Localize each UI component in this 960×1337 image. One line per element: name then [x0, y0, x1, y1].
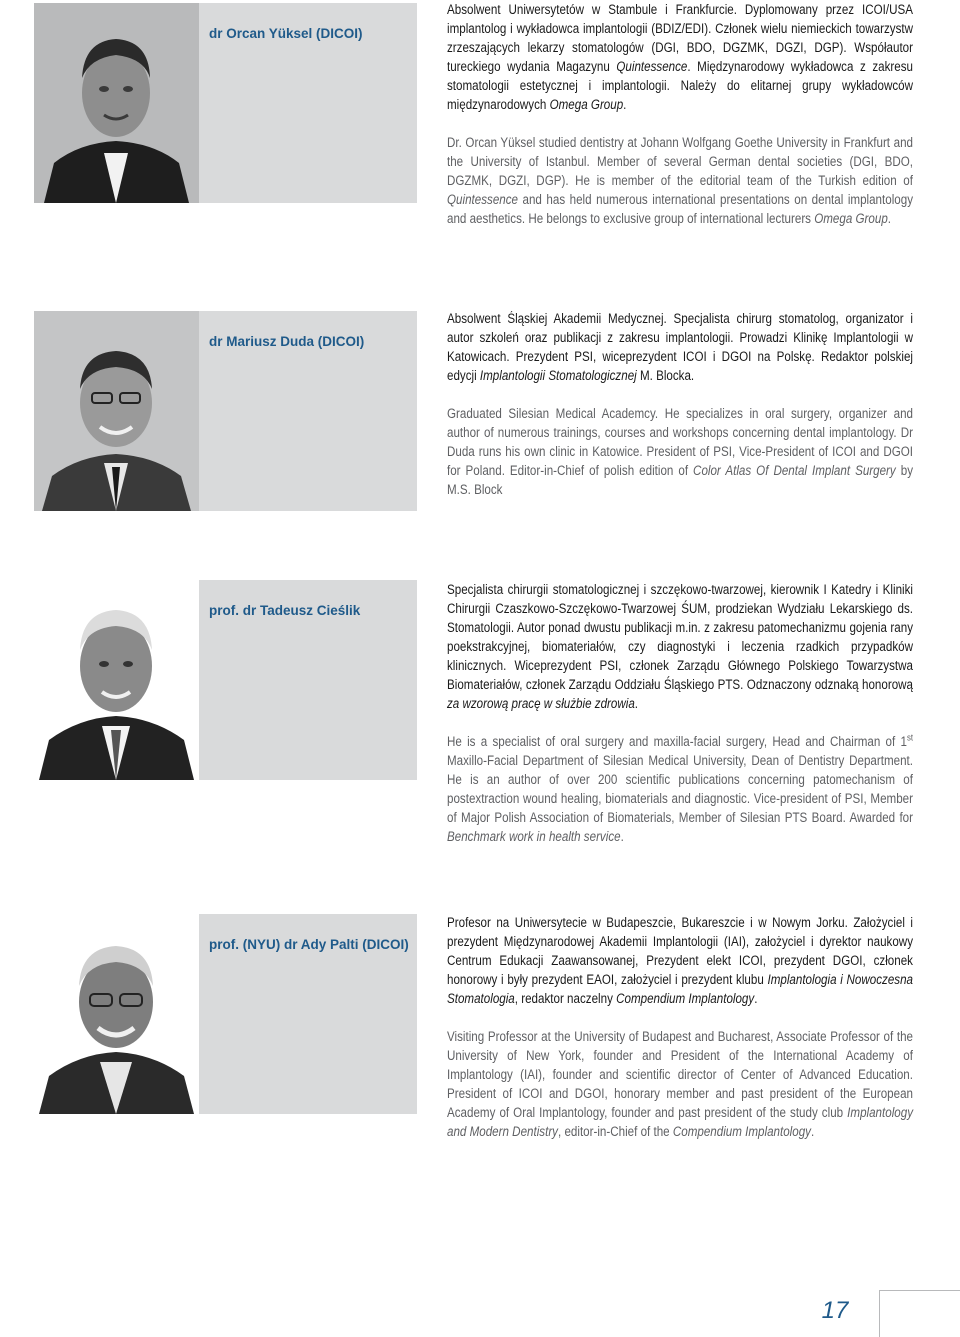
text-run: Maxillo-Facial Department of Silesian Medical University, Dean of Dentistry Department. He is an author of over 200 scientific publications concerning patomechanism of postextraction wound healing, biomaterials and diagnostic. Vice-president of PSI, Member of Major Polish Association of Biomaterials, Member of Silesian PTS Board. Awarded for — [447, 753, 913, 825]
text-run: Benchmark work in health service — [447, 829, 621, 844]
person-name: dr Orcan Yüksel (DICOI) — [209, 26, 363, 41]
bio-english — [447, 732, 913, 846]
profile-panel — [34, 311, 417, 511]
portrait-photo — [34, 3, 199, 203]
text-run: by M.S. Block — [447, 463, 913, 497]
text-run: Omega Group — [814, 211, 888, 226]
bio-text — [447, 580, 913, 846]
text-run: Quintessence — [447, 192, 519, 207]
bio-polish — [447, 580, 913, 713]
bio-english — [447, 404, 913, 499]
text-run: Visiting Professor at the University of Budapest and Bucharest, Associate Professor of the University of New York, founder and President of the International Academy of Implantology (IAI), founder and scientific director of Center of Advanced Education. President of ICOI and DGOI, honorary member and past president of the European Academy of Oral Implantology, founder and past president of the study club — [447, 1029, 913, 1120]
person-name: prof. dr Tadeusz Cieślik — [209, 603, 361, 618]
bio-english — [447, 1027, 913, 1141]
person-name: dr Mariusz Duda (DICOI) — [209, 334, 365, 349]
text-run: Absolwent Uniwersytetów w Stambule i Frankfurcie. Dyplomowany przez ICOI/USA implantolog i wykładowca implantologii (BDIZ/EDI). Członek wielu niemieckich towarzystw zrzeszających lekarzy stomatologów (DGI, BDO, DGZMK, DGZI, DGP). Współautor tureckiego wydania Magazynu — [447, 2, 913, 74]
page-number: 17 — [821, 1297, 849, 1324]
text-run: Implantologia i Nowoczesna Stomatologia — [447, 972, 913, 1006]
text-run: Specjalista chirurgii stomatologicznej i szczękowo-twarzowej, kierownik I Katedry i Kliniki Chirurgii Czaszkowo-Szczękowo-Twarzowej ŚUM, prodziekan Wydziału Lekarskiego ds. Stomatologii. Autor ponad dwustu publikacji m.in. z zakresu patomechanizmu gojenia rany poekstrakcyjnej, biomateriałów, czy diagnostyki i leczenia rzadkich przypadków klinicznych. Wiceprezydent PSI, członek Zarządu Głównego Polskiego Towarzystwa Biomateriałów, członek Zarządu Oddziału Śląskiego PTS. Odznaczony odznaką honorową — [447, 582, 913, 692]
text-run: st — [906, 732, 913, 743]
text-run: . — [754, 991, 758, 1006]
text-run: He is a specialist of oral surgery and maxilla-facial surgery, Head and Chairman of 1 — [447, 734, 907, 749]
bio-text — [447, 0, 913, 228]
text-run: Profesor na Uniwersytecie w Budapeszcie, Bukareszcie i w Nowym Jorku. Założyciel i prezydent Międzynarodowej Akademii Implantologii (IAI), założyciel i dyrektor naukowy Centrum Edukacji Zaawansowanej, Prezydent elekt ICOI, prezydent DGOI, członek honorowy i były prezydent EAOI, założyciel i prezydent klubu — [447, 915, 913, 987]
text-run: and has held numerous international presentations on dental implantology and aesthetics. He belongs to exclusive group of international lecturers — [447, 192, 913, 226]
footer-divider-vertical — [879, 1290, 880, 1337]
portrait-photo — [34, 580, 199, 780]
bio-text — [447, 913, 913, 1141]
text-run: . — [810, 1124, 815, 1139]
person-name: prof. (NYU) dr Ady Palti (DICOI) — [209, 937, 409, 952]
bio-polish — [447, 309, 913, 385]
text-run: . — [620, 829, 624, 844]
text-run: . — [634, 696, 639, 711]
text-run: Compendium Implantology — [672, 1124, 811, 1139]
text-run: Color Atlas Of Dental Implant Surgery — [693, 463, 896, 478]
text-run: , redaktor naczelny — [514, 991, 617, 1006]
text-run: Implantology and Modern Dentistry — [447, 1105, 913, 1139]
footer-divider-horizontal — [879, 1290, 960, 1291]
text-run: . Międzynarodowy wykładowca z zakresu stomatologii estetycznej i implantologii. Należy do elitarnej grupy wykładowców międzynarodowych — [447, 59, 913, 112]
text-run: . — [887, 211, 892, 226]
bio-text — [447, 309, 913, 499]
text-run: Implantologii Stomatologicznej — [479, 368, 637, 383]
bio-polish — [447, 0, 913, 114]
portrait-photo — [34, 914, 199, 1114]
text-run: . — [623, 97, 627, 112]
bio-polish — [447, 913, 913, 1008]
text-run: Absolwent Śląskiej Akademii Medycznej. Specjalista chirurg stomatolog, organizator i autor szkoleń oraz publikacji z zakresu implantologii. Prowadzi Klinikę Implantologii w Katowicach. Prezydent PSI, wiceprezydent ICOI i DGOI na Polskę. Redaktor polskiej edycji — [447, 311, 913, 383]
text-run: M. Blocka. — [636, 368, 695, 383]
text-run: Dr. Orcan Yüksel studied dentistry at Johann Wolfgang Goethe University in Frankfurt and the University of Istanbul. Member of several German dental societies (DGI, BDO, DGZMK, DGZI, DGP). He is member of the editorial team of the Turkish edition of — [447, 135, 913, 188]
profile-panel — [34, 3, 417, 203]
text-run: Omega Group — [549, 97, 624, 112]
portrait-photo — [34, 311, 199, 511]
profile-panel — [34, 580, 417, 780]
text-run: Quintessence — [616, 59, 688, 74]
text-run: Compendium Implantology — [616, 991, 755, 1006]
text-run: za wzorową pracę w służbie zdrowia — [447, 696, 635, 711]
profile-panel — [34, 914, 417, 1114]
bio-english — [447, 133, 913, 228]
text-run: Graduated Silesian Medical Academcy. He specializes in oral surgery, organizer and author of numerous trainings, courses and workshops concerning dental implantology. Dr Duda runs his own clinic in Katowice. President of PSI, Vice-President of ICOI and DGOI for Poland. Editor-in-Chief of polish edition of — [447, 406, 913, 478]
text-run: , editor-in-Chief of the — [557, 1124, 673, 1139]
